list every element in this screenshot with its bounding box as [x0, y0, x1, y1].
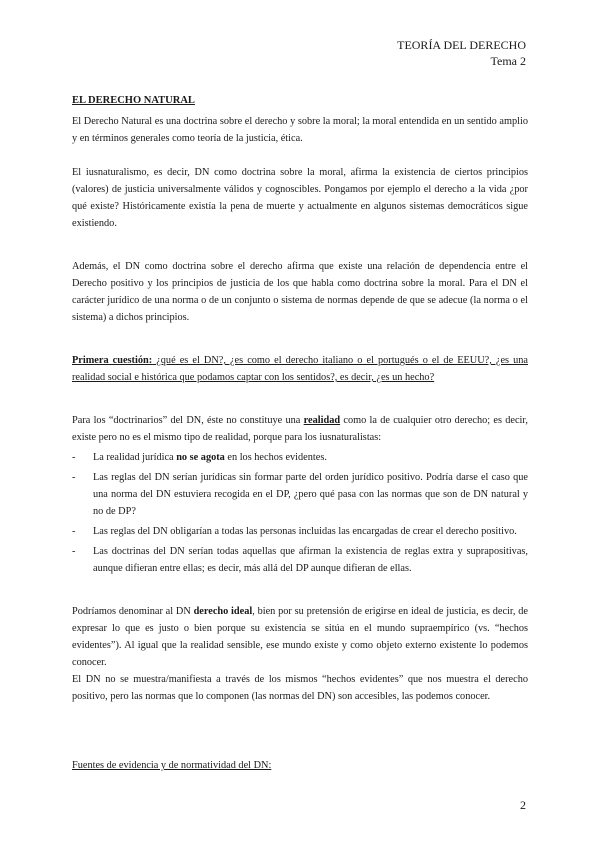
list-item: - Las doctrinas del DN serían todas aquellas que afirman la existencia de reglas extra y suprapositivas, aunque difieran entre ellas; es decir, más allá del DP aunque difieran de ellas.	[72, 543, 528, 577]
paragraph-derecho-ideal	[72, 603, 528, 671]
paragraph-manifestacion: El DN no se muestra/manifiesta a través de los mismos “hechos evidentes” que nos muestra el derecho positivo, pero las normas que lo componen (las normas del DN) son accesibles, las podemos conocer.	[72, 674, 528, 702]
section-title: EL DERECHO NATURAL	[72, 95, 195, 106]
subsection-heading: Fuentes de evidencia y de normatividad del DN:	[72, 760, 272, 771]
doctrinarios-text-2: como la de cualquier otro derecho; es decir, existe pero no es el mismo tipo de realidad, porque para los iusnaturalistas:	[72, 415, 528, 443]
ideal-text-1: Podríamos denominar al DN	[72, 606, 194, 617]
list-item: - Las reglas del DN serían jurídicas sin formar parte del orden jurídico positivo. Podría darse el caso que una norma del DN estuviera recogida en el DP, ¿pero qué pasa con las normas que son de DN natural y no de DP?	[72, 469, 528, 520]
doctrinarios-emphasis: realidad	[303, 415, 341, 426]
doctrinarios-text-1: Para los “doctrinarios” del DN, éste no constituye una	[72, 415, 304, 426]
bullet-1-text-1: La realidad jurídica	[93, 452, 177, 463]
question-paragraph	[72, 352, 528, 386]
course-title: TEORÍA DEL DERECHO	[397, 38, 526, 52]
topic-label: Tema 2	[490, 54, 526, 68]
paragraph-definition: El Derecho Natural es una doctrina sobre el derecho y sobre la moral; la moral entendida en un sentido amplio y en términos generales como teoría de la justicia, ética.	[72, 116, 528, 144]
paragraph-doctrinarios	[72, 412, 528, 446]
list-item: - Las reglas del DN obligarían a todas las personas incluidas las encargadas de crear el derecho positivo.	[72, 523, 528, 540]
page-number: 2	[520, 798, 526, 812]
ideal-emphasis: derecho ideal	[193, 606, 253, 617]
ideal-text-2: , bien por su pretensión de erigirse en ideal de justicia, es decir, de expresar lo que es justo o bien porque su existencia se sitúa en el mundo supraempírico (vs. “hechos evidentes”). Al igual que la realidad sensible, ese mundo existe y como objeto externo existente lo podemos conocer.	[72, 606, 528, 668]
paragraph-iusnaturalismo: El iusnaturalismo, es decir, DN como doctrina sobre la moral, afirma la existencia de ciertos principios (valores) de justicia universalmente válidos y cognoscibles. Pongamos por ejemplo el derecho a la vida ¿por qué existe? Históricamente existía la pena de muerte y actualmente en algunos sistemas democráticos sigue existiendo.	[72, 167, 528, 229]
question-text: ¿qué es el DN?, ¿es como el derecho italiano o el portugués o el de EEUU?, ¿es una realidad social e histórica que podamos captar con los sentidos?, es decir, ¿es un hecho?	[72, 355, 528, 383]
paragraph-dependencia: Además, el DN como doctrina sobre el derecho afirma que existe una relación de dependencia entre el Derecho positivo y los principios de justicia de los que habla como doctrina sobre la moral. Para el DN el carácter jurídico de una norma o de un conjunto o sistema de normas depende de que se adecue (la norma o el sistema) a dichos principios.	[72, 261, 528, 323]
document-body	[72, 92, 528, 774]
list-item	[72, 449, 528, 466]
question-label: Primera cuestión:	[72, 355, 153, 366]
page-header	[397, 37, 526, 69]
bullet-1-text-2: en los hechos evidentes.	[224, 452, 327, 463]
bullet-1-emphasis: no se agota	[176, 452, 225, 463]
bullet-list	[72, 449, 528, 577]
